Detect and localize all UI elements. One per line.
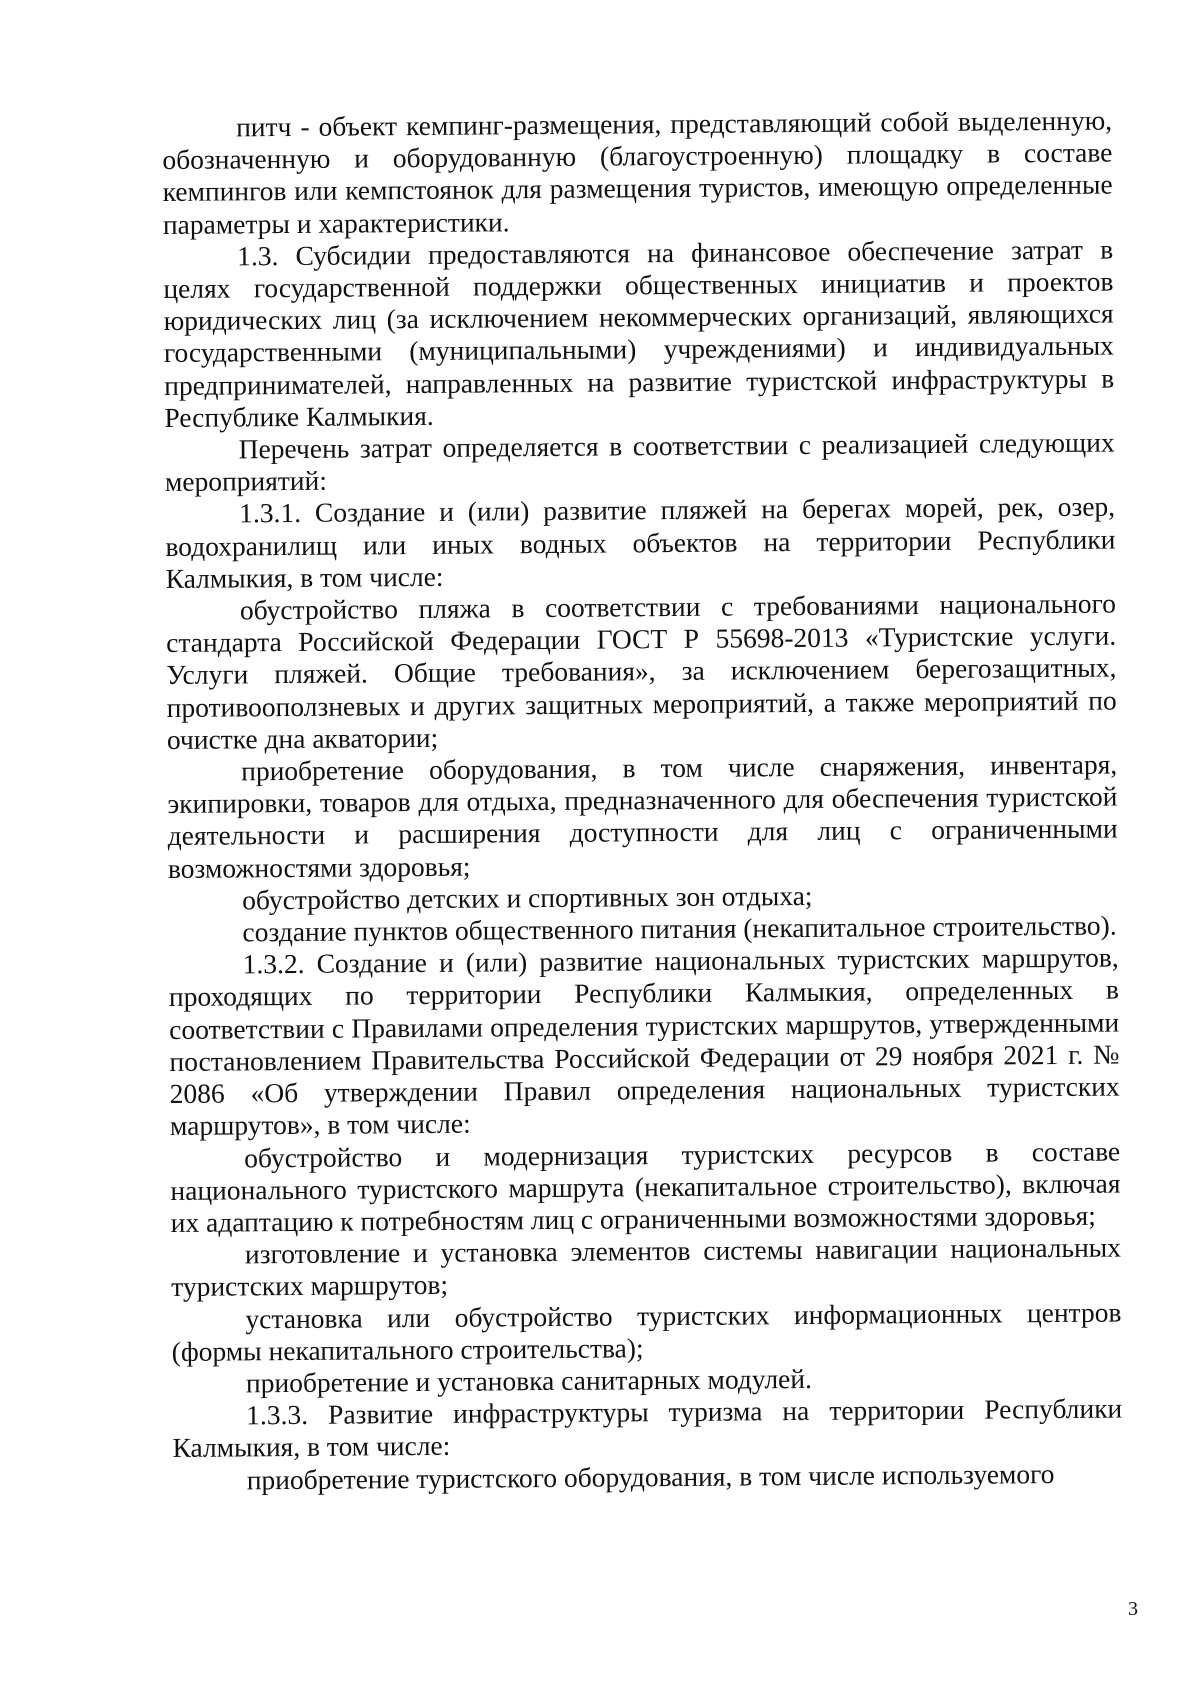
- paragraph-recreation-zones: обустройство детских и спортивных зон отдыха;: [242, 879, 813, 916]
- paragraph-1-3-2-routes: 1.3.2. Создание и (или) развитие национальных туристских маршрутов, проходящих по территории Республики Калмыкия, определенных в соответствии с Правилами определения туристских маршрутов, утвержденными постановлением Правительства Российской Федерации от 29 ноября 2021 г. № 2086 «Об утверждении Правил определения национальных туристских маршрутов», в том числе:: [168, 941, 1120, 1142]
- paragraph-navigation-system: изготовление и установка элементов системы навигации национальных туристских маршрутов;: [171, 1231, 1122, 1303]
- paragraph-1-3-3-infrastructure: 1.3.3. Развитие инфраструктуры туризма на территории Республики Калмыкия, в том числе:: [172, 1392, 1123, 1464]
- paragraph-resource-modernization: обустройство и модернизация туристских ресурсов в составе национального туристского маршрута (некапитальное строительство), включая их адаптацию к потребностям лиц с ограниченными возможностями здоровья;: [170, 1135, 1121, 1238]
- page-number: 3: [1128, 1598, 1138, 1620]
- paragraph-info-centers: установка или обустройство туристских информационных центров (формы некапитального строительства);: [171, 1296, 1122, 1367]
- paragraph-equipment-purchase: приобретение оборудования, в том числе снаряжения, инвентаря, экипировки, товаров для отдыха, предназначенного для обеспечения туристской деятельности и расширения доступности для лиц с ограниченными возможностями здоровья;: [167, 748, 1118, 884]
- paragraph-catering-points: создание пунктов общественного питания (некапитальное строительство).: [242, 909, 1117, 948]
- document-body: [162, 105, 1123, 1497]
- paragraph-tourist-equipment: приобретение туристского оборудования, в том числе используемого: [246, 1457, 1055, 1495]
- paragraph-cost-list-intro: Перечень затрат определяется в соответствии с реализацией следующих мероприятий:: [164, 426, 1115, 498]
- paragraph-1-3-subsidies: 1.3. Субсидии предоставляются на финансовое обеспечение затрат в целях государственной поддержки общественных инициатив и проектов юридических лиц (за исключением некоммерческих организаций, являющихся государственными (муниципальными) учреждениями) и индивидуальных предпринимателей, направленных на развитие туристской инфраструктуры в Республике Калмыкия.: [163, 233, 1115, 433]
- paragraph-1-3-1-beaches: 1.3.1. Создание и (или) развитие пляжей на берегах морей, рек, озер, водохранилищ или иных водных объектов на территории Республики Калмыкия, в том числе:: [165, 490, 1116, 594]
- paragraph-pitch-definition: питч - объект кемпинг-размещения, представляющий собой выделенную, обозначенную и оборудованную (благоустроенную) площадку в составе кемпингов или кемпстоянок для размещения туристов, имеющую определенные параметры и характеристики.: [162, 104, 1113, 240]
- paragraph-beach-arrangement: обустройство пляжа в соответствии с требованиями национального стандарта Российской Федерации ГОСТ Р 55698-2013 «Туристские услуги. Услуги пляжей. Общие требования», за исключением берегозащитных, противооползневых и других защитных мероприятий, а также мероприятий по очистке дна акватории;: [166, 587, 1117, 755]
- paragraph-sanitary-modules: приобретение и установка санитарных модулей.: [245, 1362, 813, 1399]
